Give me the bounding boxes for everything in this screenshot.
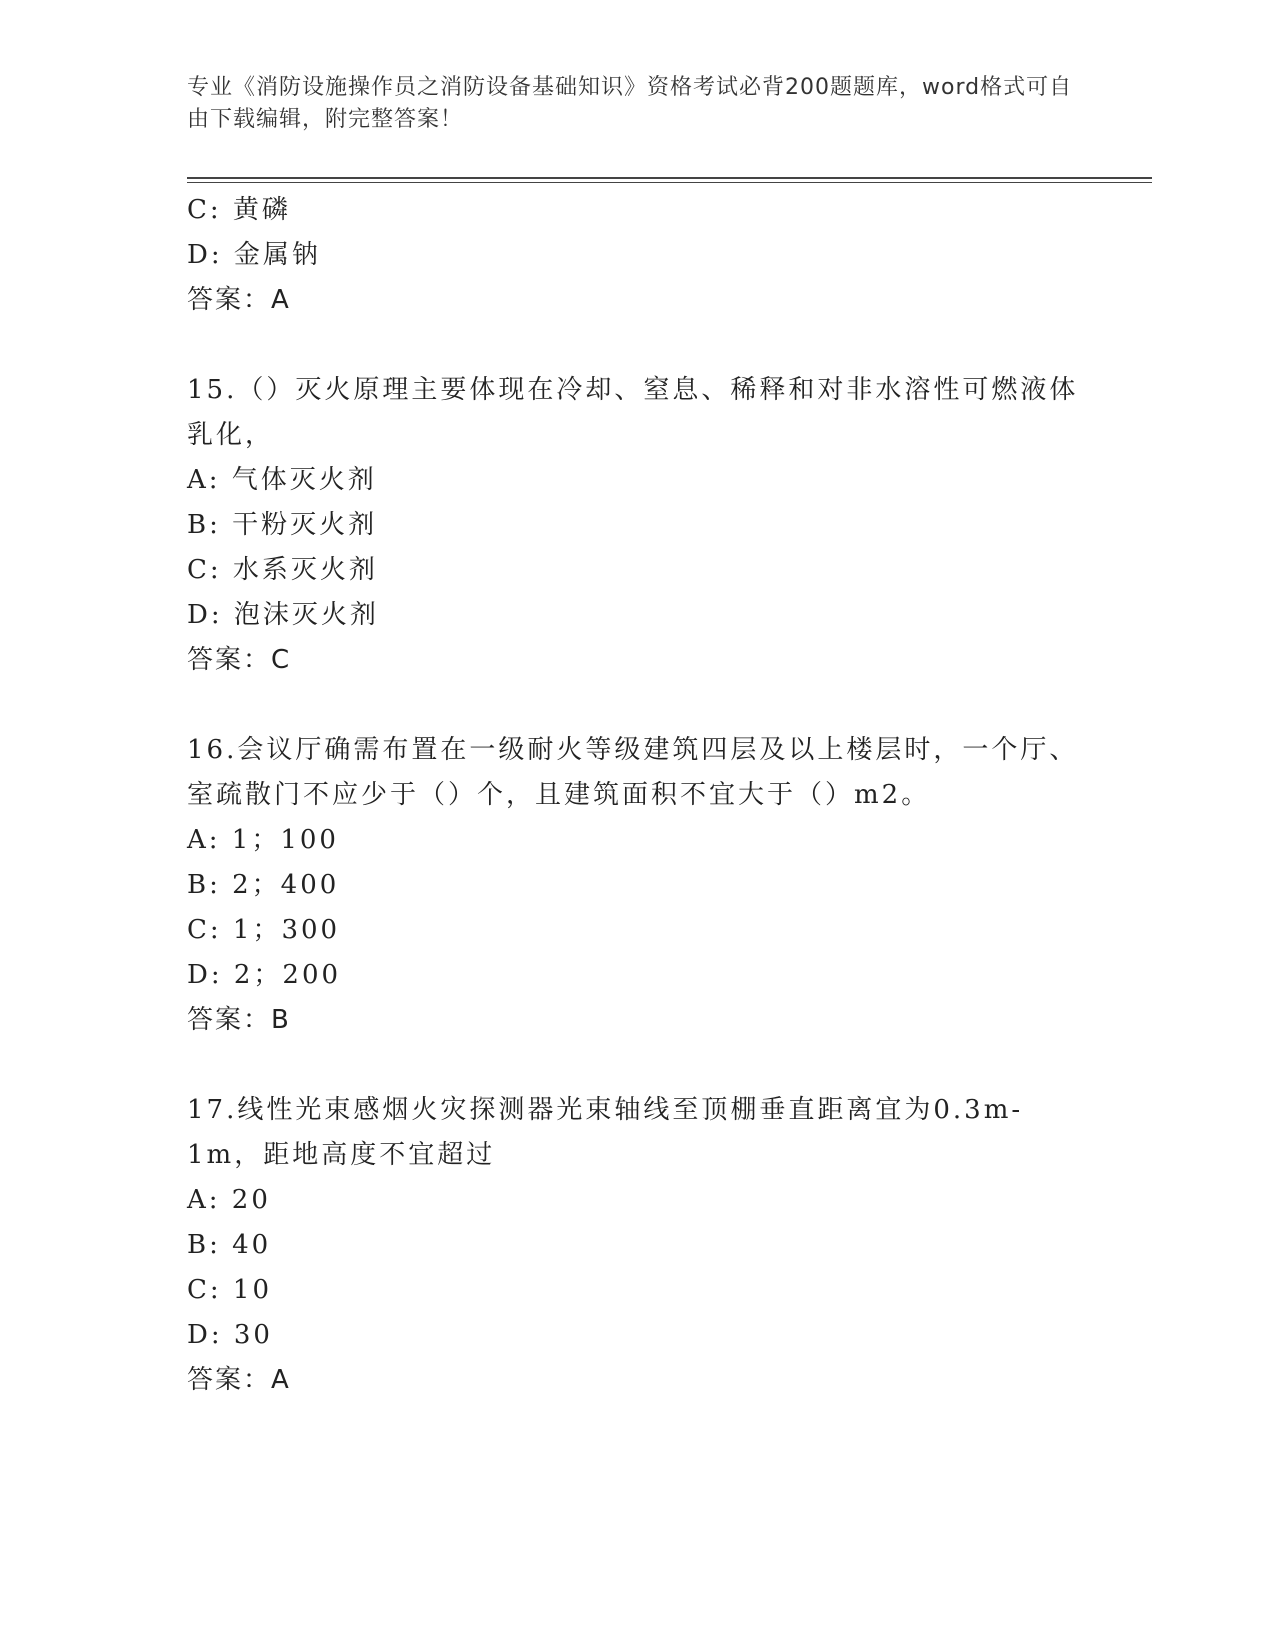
option-c: C: 黄磷 <box>187 195 291 225</box>
option-c: C: 1；300 <box>187 915 341 945</box>
option-d: D: 金属钠 <box>187 240 321 270</box>
answer-line: 答案：B <box>187 1005 291 1035</box>
option-a: A: 气体灭火剂 <box>187 465 377 495</box>
option-a: A: 1；100 <box>187 825 339 855</box>
continued-question <box>187 188 1087 323</box>
question-text: 17.线性光束感烟火灾探测器光束轴线至顶棚垂直距离宜为0.3m-1m，距地高度不宜超过 <box>187 1095 1024 1170</box>
header-divider-thick <box>187 177 1152 179</box>
option-b: B: 40 <box>187 1230 272 1260</box>
option-b: B: 干粉灭火剂 <box>187 510 378 540</box>
question-text: 16.会议厅确需布置在一级耐火等级建筑四层及以上楼层时，一个厅、室疏散门不应少于（）个，且建筑面积不宜大于（）m2。 <box>187 735 1079 810</box>
answer-line: 答案：C <box>187 645 292 675</box>
question-16 <box>187 728 1087 1043</box>
option-d: D: 泡沫灭火剂 <box>187 600 379 630</box>
answer-line: 答案：A <box>187 285 291 315</box>
question-17 <box>187 1088 1087 1403</box>
document-header: 专业《消防设施操作员之消防设备基础知识》资格考试必背200题题库，word格式可自由下载编辑，附完整答案！ <box>187 75 1073 132</box>
option-d: D: 2；200 <box>187 960 342 990</box>
document-body <box>187 188 1087 1403</box>
option-b: B: 2；400 <box>187 870 340 900</box>
option-d: D: 30 <box>187 1320 273 1350</box>
answer-line: 答案：A <box>187 1365 291 1395</box>
option-c: C: 水系灭火剂 <box>187 555 378 585</box>
option-c: C: 10 <box>187 1275 273 1305</box>
option-a: A: 20 <box>187 1185 271 1215</box>
question-text: 15.（）灭火原理主要体现在冷却、窒息、稀释和对非水溶性可燃液体乳化， <box>187 375 1079 450</box>
question-15 <box>187 368 1087 683</box>
header-divider-thin <box>187 182 1152 183</box>
